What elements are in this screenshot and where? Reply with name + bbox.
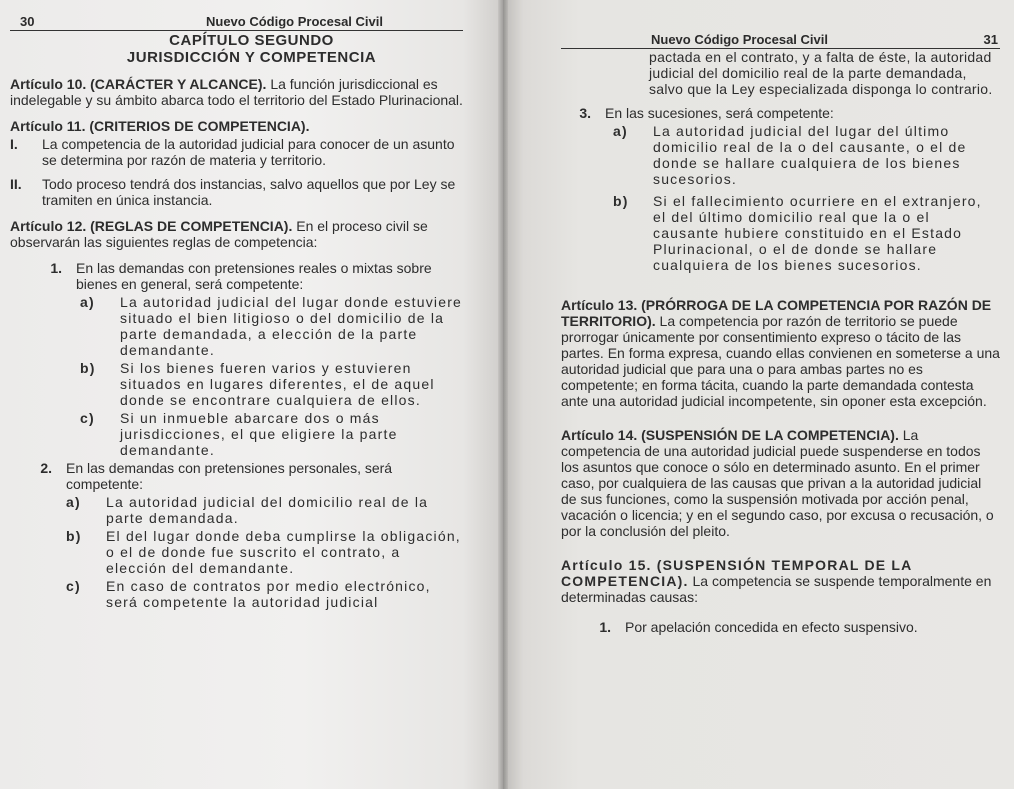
right-page bbox=[503, 0, 1014, 789]
item-marker: 3. bbox=[579, 105, 591, 121]
article-body: En el proceso civil se observarán las siguientes reglas de competencia: bbox=[10, 218, 428, 250]
chapter-subtitle: JURISDICCIÓN Y COMPETENCIA bbox=[126, 49, 377, 66]
list-item bbox=[10, 360, 463, 408]
list-item bbox=[10, 294, 463, 358]
list-item bbox=[10, 578, 463, 610]
item-marker: b) bbox=[613, 193, 629, 209]
item-text: La autoridad judicial del lugar del último domicilio real de la o del causante, o el de donde se hallare cualquiera de los bienes sucesorios. bbox=[653, 123, 967, 187]
left-page bbox=[0, 0, 503, 789]
list-item bbox=[10, 494, 463, 526]
item-text: En las demandas con pretensiones personales, será competente: bbox=[66, 460, 393, 492]
item-marker: a) bbox=[66, 494, 81, 510]
book-gutter bbox=[498, 0, 508, 789]
item-text: En las demandas con pretensiones reales o mixtas sobre bienes en general, será competente: bbox=[76, 260, 432, 292]
article-heading: Artículo 15. (SUSPENSIÓN TEMPORAL DE LA COMPETENCIA). bbox=[561, 557, 912, 589]
article-body: La competencia se suspende temporalmente en determinadas causas: bbox=[561, 573, 992, 605]
article-11 bbox=[10, 118, 463, 208]
running-head: Nuevo Código Procesal Civil bbox=[206, 14, 383, 29]
page-number: 30 bbox=[20, 14, 35, 29]
page-number: 31 bbox=[983, 32, 998, 47]
item-marker: 1. bbox=[599, 619, 611, 635]
article-13 bbox=[561, 297, 1000, 409]
item-marker: c) bbox=[80, 410, 95, 426]
item-text: Todo proceso tendrá dos instancias, salvo aquellos que por Ley se tramiten en única instancia. bbox=[42, 176, 456, 208]
list-item bbox=[10, 136, 463, 168]
item-marker: 1. bbox=[50, 260, 62, 276]
list-item bbox=[561, 193, 1000, 273]
article-12 bbox=[10, 218, 463, 610]
chapter-heading bbox=[10, 32, 463, 66]
item-text: Si el fallecimiento ocurriere en el extranjero, el del último domicilio real que la o el causante hubiere constituido en el Estado Plurinacional, o el de donde se hallare cualquiera de los bienes sucesorios. bbox=[653, 193, 982, 273]
item-text: Si un inmueble abarcare dos o más jurisdicciones, el que eligiere la parte demandante. bbox=[120, 410, 398, 458]
item-marker: a) bbox=[80, 294, 95, 310]
item-marker: II. bbox=[10, 176, 22, 192]
article-heading: Artículo 14. (SUSPENSIÓN DE LA COMPETENCIA). bbox=[561, 427, 899, 443]
item-marker: c) bbox=[66, 578, 81, 594]
continuation-body: pactada en el contrato, y a falta de éste, la autoridad judicial del domicilio real de la parte demandada, salvo que la Ley especializada disponga lo contrario. bbox=[649, 49, 993, 97]
item-text: En caso de contratos por medio electrónico, será competente la autoridad judicial bbox=[106, 578, 431, 610]
article-body: La competencia por razón de territorio se puede prorrogar únicamente por consentimiento expreso o tácito de las partes. En forma expresa, cuando ellas convienen en someterse a una autoridad judicial que para una o para ambas partes no es competente; en forma tácita, cuando la parte demandada contesta ante una autoridad judicial incompetente, sin oponer esta excepción. bbox=[561, 313, 1000, 409]
item-text: El del lugar donde deba cumplirse la obligación, o el de donde fue suscrito el contrato, a elección del demandante. bbox=[106, 528, 461, 576]
article-10 bbox=[10, 76, 463, 108]
list-item bbox=[10, 528, 463, 576]
article-heading: Artículo 12. (REGLAS DE COMPETENCIA). bbox=[10, 218, 293, 234]
list-item bbox=[561, 105, 1000, 121]
chapter-title: CAPÍTULO SEGUNDO bbox=[169, 32, 334, 49]
item-marker: b) bbox=[66, 528, 82, 544]
item-text: La autoridad judicial del domicilio real de la parte demandada. bbox=[106, 494, 429, 526]
list-item bbox=[10, 410, 463, 458]
item-text: Si los bienes fueren varios y estuvieren situados en lugares diferentes, el de aquel donde se encontrare cualquiera de ellos. bbox=[120, 360, 435, 408]
item-marker: a) bbox=[613, 123, 628, 139]
item-marker: b) bbox=[80, 360, 96, 376]
continuation-text bbox=[561, 49, 1000, 97]
article-body: La competencia de una autoridad judicial puede suspenderse en todos los asuntos que conoce o sólo en determinado asunto. En el primer caso, por cualquiera de las causas que privan a la autoridad judicial de sus funciones, como la suspensión motivada por acción penal, vacación o licencia; y en el segundo caso, por excusa o recusación, o por la conclusión del pleito. bbox=[561, 427, 994, 539]
item-text: La competencia de la autoridad judicial para conocer de un asunto se determina por razón de materia y territorio. bbox=[42, 136, 455, 168]
running-head: Nuevo Código Procesal Civil bbox=[651, 32, 828, 47]
list-item bbox=[10, 176, 463, 208]
article-heading: Artículo 11. (CRITERIOS DE COMPETENCIA). bbox=[10, 118, 310, 134]
article-heading: Artículo 13. (PRÓRROGA DE LA COMPETENCIA POR RAZÓN DE TERRITORIO). bbox=[561, 297, 992, 329]
item-marker: 2. bbox=[40, 460, 52, 476]
item-text: Por apelación concedida en efecto suspensivo. bbox=[625, 619, 918, 635]
item-text: En las sucesiones, será competente: bbox=[605, 105, 834, 121]
article-14 bbox=[561, 427, 1000, 539]
item-text: La autoridad judicial del lugar donde estuviere situado el bien litigioso o del domicilio de la parte demandada, a elección de la parte demandante. bbox=[120, 294, 463, 358]
article-15 bbox=[561, 557, 1000, 635]
left-page-header bbox=[10, 14, 463, 31]
article-body: La función jurisdiccional es indelegable y su ámbito abarca todo el territorio del Estado Plurinacional. bbox=[10, 76, 463, 108]
right-page-header bbox=[561, 32, 1000, 49]
list-item bbox=[561, 619, 1000, 635]
item-marker: I. bbox=[10, 136, 18, 152]
list-item bbox=[10, 260, 463, 292]
list-item bbox=[561, 123, 1000, 187]
list-item bbox=[10, 460, 463, 492]
article-heading: Artículo 10. (CARÁCTER Y ALCANCE). bbox=[10, 76, 267, 92]
